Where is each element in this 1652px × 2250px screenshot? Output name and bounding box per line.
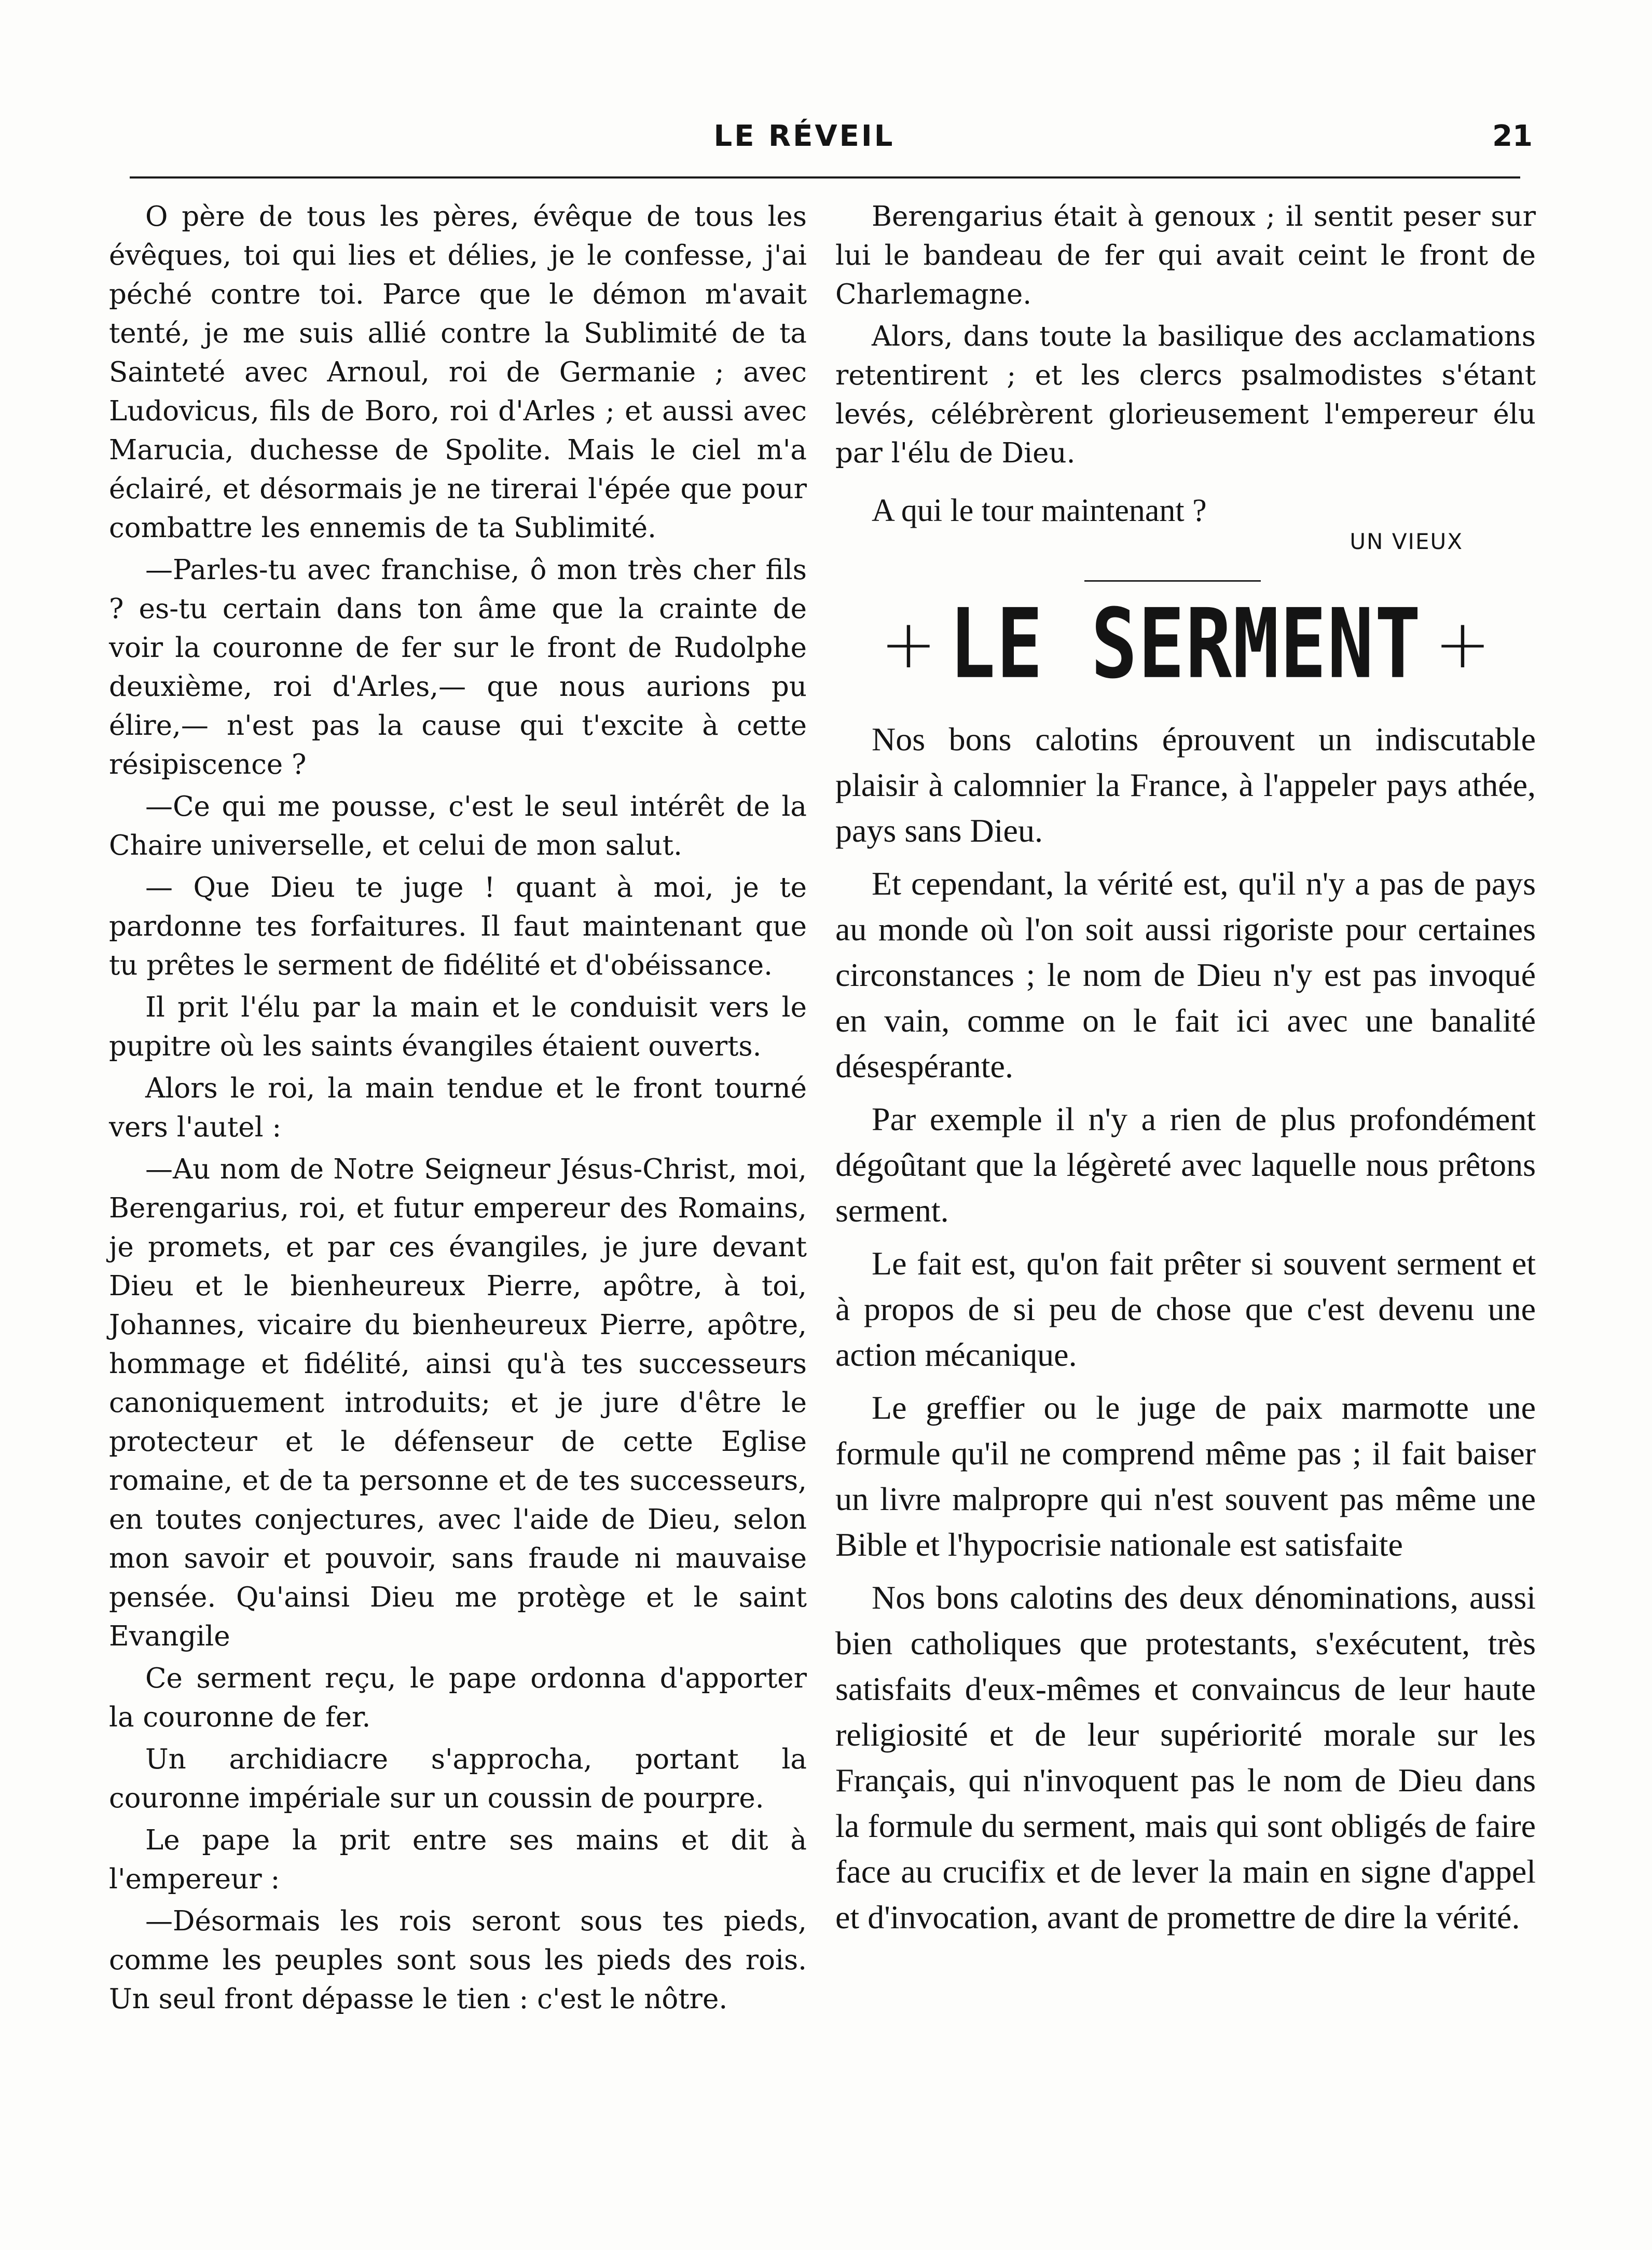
page-number: 21: [1492, 119, 1533, 153]
paragraph: Ce serment reçu, le pape ordonna d'apporter la couronne de fer.: [109, 1663, 807, 1733]
paragraph: Et cependant, la vérité est, qu'il n'y a pas de pays au monde où l'on soit aussi rigoriste pour certaines circonstances ; le nom de Dieu n'y est pas invoqué en vain, comme on le fait ici avec une banalité désespérante.: [835, 865, 1536, 1085]
closing-question: A qui le tour maintenant ?: [872, 493, 1207, 528]
paragraph: Le fait est, qu'on fait prêter si souvent serment et à propos de si peu de chose que c'est devenu une action mécanique.: [835, 1245, 1536, 1373]
paragraph: Le pape la prit entre ses mains et dit à l'empereur :: [109, 1824, 807, 1895]
paragraph: Alors le roi, la main tendue et le front tourné vers l'autel :: [109, 1073, 807, 1143]
left-column: [109, 197, 807, 2022]
paragraph: Alors, dans toute la basilique des acclamations retentirent ; et les clercs psalmodistes s'étant levés, célébrèrent glorieusement l'empereur élu par l'élu de Dieu.: [835, 321, 1536, 469]
paragraph: Par exemple il n'y a rien de plus profondément dégoûtant que la légèreté avec laquelle nous prêtons serment.: [835, 1101, 1536, 1229]
paragraph: —Ce qui me pousse, c'est le seul intérêt de la Chaire universelle, et celui de mon salut.: [109, 791, 807, 861]
page-header: [0, 119, 1652, 176]
right-column: [835, 197, 1536, 1947]
headline-text: LE SERMENT: [949, 588, 1422, 700]
paragraph: Nos bons calotins des deux dénominations, aussi bien catholiques que protestants, s'exécutent, très satisfaits d'eux-mêmes et convaincus de leur haute religiosité et de leur supériorité morale sur les Français, qui n'invoquent pas le nom de Dieu dans la formule du serment, mais qui sont obligés de faire face au crucifix et de lever la main en signe d'appel et d'invocation, avant de promettre de dire la vérité.: [835, 1579, 1536, 1936]
cross-icon: +: [880, 605, 937, 683]
paragraph: —Au nom de Notre Seigneur Jésus-Christ, moi, Berengarius, roi, et futur empereur des Romains, je promets, et par ces évangiles, je jure devant Dieu et le bienheureux Pierre, apôtre, à toi, Johannes, vicaire du bienheureux Pierre, apôtre, hommage et fidélité, ainsi qu'à tes successeurs canoniquement introduits; et je jure d'être le protecteur et le défenseur de cette Eglise romaine, et de ta personne et de tes successeurs, en toutes conjectures, avec l'aide de Dieu, selon mon savoir et pouvoir, sans fraude ni mauvaise pensée. Qu'ainsi Dieu me protège et le saint Evangile: [109, 1154, 807, 1652]
journal-title: LE RÉVEIL: [713, 119, 895, 153]
paragraph: O père de tous les pères, évêque de tous les évêques, toi qui lies et délies, je le confesse, j'ai péché contre toi. Parce que le démon m'avait tenté, je me suis allié contre la Sublimité de ta Sainteté avec Arnoul, roi de Germanie ; avec Ludovicus, fils de Boro, roi d'Arles ; et aussi avec Marucia, duchesse de Spolite. Mais le ciel m'a éclairé, et désormais je ne tirerai l'épée que pour combattre les ennemis de ta Sublimité.: [109, 201, 807, 544]
paragraph: Berengarius était à genoux ; il sentit peser sur lui le bandeau de fer qui avait ceint le front de Charlemagne.: [835, 201, 1536, 310]
paragraph: Il prit l'élu par la main et le conduisit vers le pupitre où les saints évangiles étaient ouverts.: [109, 992, 807, 1062]
article-headline: [835, 588, 1536, 700]
paragraph: —Désormais les rois seront sous tes pieds, comme les peuples sont sous les pieds des rois. Un seul front dépasse le tien : c'est le nôtre.: [109, 1905, 807, 2015]
paragraph: Le greffier ou le juge de paix marmotte une formule qu'il ne comprend même pas ; il fait baiser un livre malpropre qui n'est souvent pas même une Bible et l'hypocrisie nationale est satisfaite: [835, 1389, 1536, 1563]
paragraph: —Parles-tu avec franchise, ô mon très cher fils ? es-tu certain dans ton âme que la crainte de voir la couronne de fer sur le front de Rudolphe deuxième, roi d'Arles,— que nous aurions pu élire,— n'est pas la cause qui t'excite à cette résipiscence ?: [109, 554, 807, 780]
paragraph: — Que Dieu te juge ! quant à moi, je te pardonne tes forfaitures. Il faut maintenant que tu prêtes le serment de fidélité et d'obéissance.: [109, 872, 807, 981]
paragraph: Nos bons calotins éprouvent un indiscutable plaisir à calomnier la France, à l'appeler pays athée, pays sans Dieu.: [835, 721, 1536, 849]
section-divider: [1084, 580, 1261, 582]
header-rule: [130, 176, 1520, 179]
cross-icon: +: [1434, 605, 1491, 683]
paragraph: Un archidiacre s'approcha, portant la couronne impériale sur un coussin de pourpre.: [109, 1744, 807, 1814]
author-signature: UN VIEUX: [1350, 529, 1463, 554]
